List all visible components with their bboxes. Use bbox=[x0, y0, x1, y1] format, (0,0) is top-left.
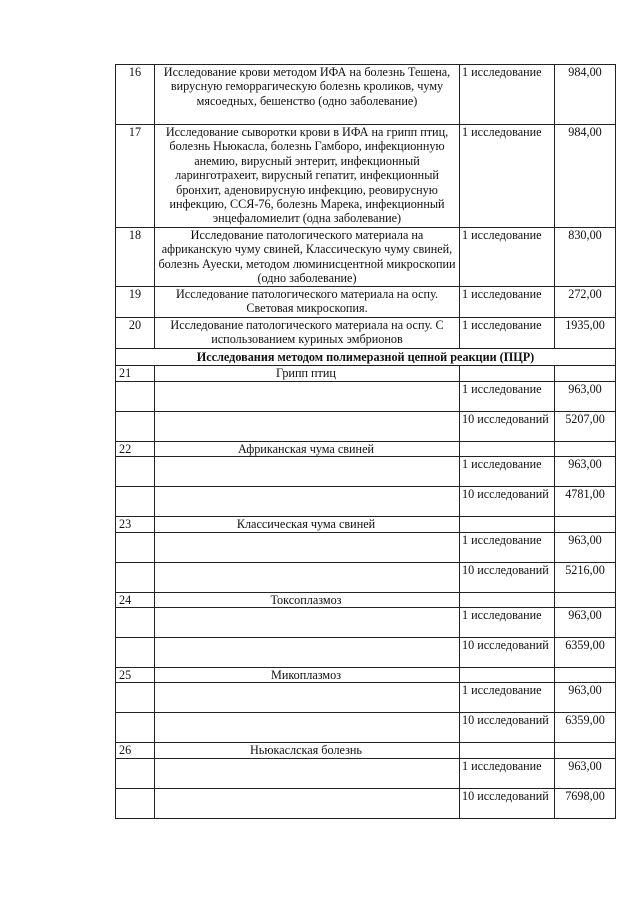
empty-cell bbox=[155, 788, 460, 818]
service-price: 963,00 bbox=[555, 381, 616, 411]
empty-cell bbox=[460, 366, 555, 381]
empty-cell bbox=[555, 517, 616, 532]
empty-cell bbox=[155, 487, 460, 517]
table-row bbox=[116, 683, 616, 713]
service-price: 6359,00 bbox=[555, 713, 616, 743]
service-unit: 1 исследование bbox=[460, 758, 555, 788]
table-row bbox=[116, 758, 616, 788]
empty-cell bbox=[116, 608, 155, 638]
empty-cell bbox=[116, 411, 155, 441]
row-number: 18 bbox=[116, 228, 155, 287]
empty-cell bbox=[155, 758, 460, 788]
table-row bbox=[116, 562, 616, 592]
table-row bbox=[116, 318, 616, 349]
service-name: Исследование патологического материала на оспу. Световая микроскопия. bbox=[155, 287, 460, 318]
empty-cell bbox=[460, 592, 555, 607]
row-number: 24 bbox=[116, 592, 155, 607]
pcr-group-header-row bbox=[116, 517, 616, 532]
table-row bbox=[116, 608, 616, 638]
row-number: 22 bbox=[116, 441, 155, 456]
empty-cell bbox=[460, 517, 555, 532]
service-name: Исследование сыворотки крови в ИФА на грипп птиц, болезнь Ньюкасла, болезнь Гамборо, инфекционную анемию, вирусный энтерит, инфекционный ларинготрахеит, вирусный гепатит, инфекционный бронхит, аденовирусную инфекцию, реовирусную инфекцию, ССЯ-76, болезнь Марека, инфекционный энцефаломиелит (одна заболевание) bbox=[155, 125, 460, 228]
empty-cell bbox=[460, 441, 555, 456]
empty-cell bbox=[116, 758, 155, 788]
service-price: 984,00 bbox=[555, 65, 616, 125]
service-unit: 1 исследование bbox=[460, 532, 555, 562]
section-heading-row bbox=[116, 349, 616, 366]
empty-cell bbox=[116, 532, 155, 562]
row-number: 16 bbox=[116, 65, 155, 125]
table-row bbox=[116, 638, 616, 668]
pcr-disease-name: Токсоплазмоз bbox=[155, 592, 460, 607]
table-row bbox=[116, 125, 616, 228]
service-price: 963,00 bbox=[555, 758, 616, 788]
pcr-disease-name: Ньюкаслская болезнь bbox=[155, 743, 460, 758]
row-number: 25 bbox=[116, 668, 155, 683]
empty-cell bbox=[116, 487, 155, 517]
pcr-group-header-row bbox=[116, 668, 616, 683]
empty-cell bbox=[155, 411, 460, 441]
table-row bbox=[116, 228, 616, 287]
row-number: 26 bbox=[116, 743, 155, 758]
service-unit: 1 исследование bbox=[460, 318, 555, 349]
table-row bbox=[116, 287, 616, 318]
empty-cell bbox=[460, 668, 555, 683]
table-row bbox=[116, 713, 616, 743]
pcr-disease-name: Африканская чума свиней bbox=[155, 441, 460, 456]
service-name: Исследование крови методом ИФА на болезнь Тешена, вирусную геморрагическую болезнь кроликов, чуму мясоедных, бешенство (одно заболевание) bbox=[155, 65, 460, 125]
row-number: 19 bbox=[116, 287, 155, 318]
service-name: Исследование патологического материала на африканскую чуму свиней, Классическую чуму свиней, болезнь Ауески, методом люминисцентной микроскопии (одно заболевание) bbox=[155, 228, 460, 287]
empty-cell bbox=[155, 532, 460, 562]
pcr-group-header-row bbox=[116, 441, 616, 456]
price-table-body bbox=[116, 65, 616, 819]
empty-cell bbox=[155, 381, 460, 411]
row-number: 21 bbox=[116, 366, 155, 381]
service-price: 272,00 bbox=[555, 287, 616, 318]
service-unit: 1 исследование bbox=[460, 125, 555, 228]
service-unit: 1 исследование bbox=[460, 287, 555, 318]
service-unit: 10 исследований bbox=[460, 487, 555, 517]
empty-cell bbox=[155, 713, 460, 743]
table-row bbox=[116, 381, 616, 411]
empty-cell bbox=[155, 638, 460, 668]
table-row bbox=[116, 457, 616, 487]
pcr-disease-name: Микоплазмоз bbox=[155, 668, 460, 683]
empty-cell bbox=[116, 638, 155, 668]
service-unit: 1 исследование bbox=[460, 65, 555, 125]
service-price: 963,00 bbox=[555, 532, 616, 562]
row-number: 20 bbox=[116, 318, 155, 349]
service-unit: 1 исследование bbox=[460, 228, 555, 287]
service-name: Исследование патологического материала на оспу. С использованием куриных эмбрионов bbox=[155, 318, 460, 349]
service-unit: 1 исследование bbox=[460, 683, 555, 713]
service-price: 5207,00 bbox=[555, 411, 616, 441]
empty-cell bbox=[555, 743, 616, 758]
empty-cell bbox=[155, 457, 460, 487]
pcr-group-header-row bbox=[116, 366, 616, 381]
service-unit: 10 исследований bbox=[460, 562, 555, 592]
table-row bbox=[116, 532, 616, 562]
empty-cell bbox=[155, 608, 460, 638]
row-number: 23 bbox=[116, 517, 155, 532]
pcr-group-header-row bbox=[116, 743, 616, 758]
service-price: 963,00 bbox=[555, 608, 616, 638]
pcr-group-header-row bbox=[116, 592, 616, 607]
row-number: 17 bbox=[116, 125, 155, 228]
empty-cell bbox=[116, 381, 155, 411]
empty-cell bbox=[555, 668, 616, 683]
service-price: 963,00 bbox=[555, 457, 616, 487]
service-unit: 10 исследований bbox=[460, 638, 555, 668]
empty-cell bbox=[555, 592, 616, 607]
empty-cell bbox=[555, 366, 616, 381]
service-unit: 1 исследование bbox=[460, 608, 555, 638]
price-table bbox=[115, 64, 616, 819]
service-price: 6359,00 bbox=[555, 638, 616, 668]
empty-cell bbox=[155, 683, 460, 713]
pcr-disease-name: Классическая чума свиней bbox=[155, 517, 460, 532]
service-unit: 10 исследований bbox=[460, 411, 555, 441]
pcr-disease-name: Грипп птиц bbox=[155, 366, 460, 381]
service-price: 4781,00 bbox=[555, 487, 616, 517]
empty-cell bbox=[155, 562, 460, 592]
empty-cell bbox=[460, 743, 555, 758]
service-unit: 1 исследование bbox=[460, 457, 555, 487]
table-row bbox=[116, 788, 616, 818]
empty-cell bbox=[555, 441, 616, 456]
service-unit: 10 исследований bbox=[460, 713, 555, 743]
empty-cell bbox=[116, 683, 155, 713]
table-row bbox=[116, 65, 616, 125]
section-title: Исследования методом полимеразной цепной реакции (ПЦР) bbox=[116, 349, 616, 366]
service-price: 5216,00 bbox=[555, 562, 616, 592]
empty-cell bbox=[116, 562, 155, 592]
service-unit: 1 исследование bbox=[460, 381, 555, 411]
service-price: 963,00 bbox=[555, 683, 616, 713]
empty-cell bbox=[116, 788, 155, 818]
service-price: 984,00 bbox=[555, 125, 616, 228]
service-price: 7698,00 bbox=[555, 788, 616, 818]
service-price: 830,00 bbox=[555, 228, 616, 287]
empty-cell bbox=[116, 457, 155, 487]
service-unit: 10 исследований bbox=[460, 788, 555, 818]
table-row bbox=[116, 487, 616, 517]
service-price: 1935,00 bbox=[555, 318, 616, 349]
empty-cell bbox=[116, 713, 155, 743]
table-row bbox=[116, 411, 616, 441]
